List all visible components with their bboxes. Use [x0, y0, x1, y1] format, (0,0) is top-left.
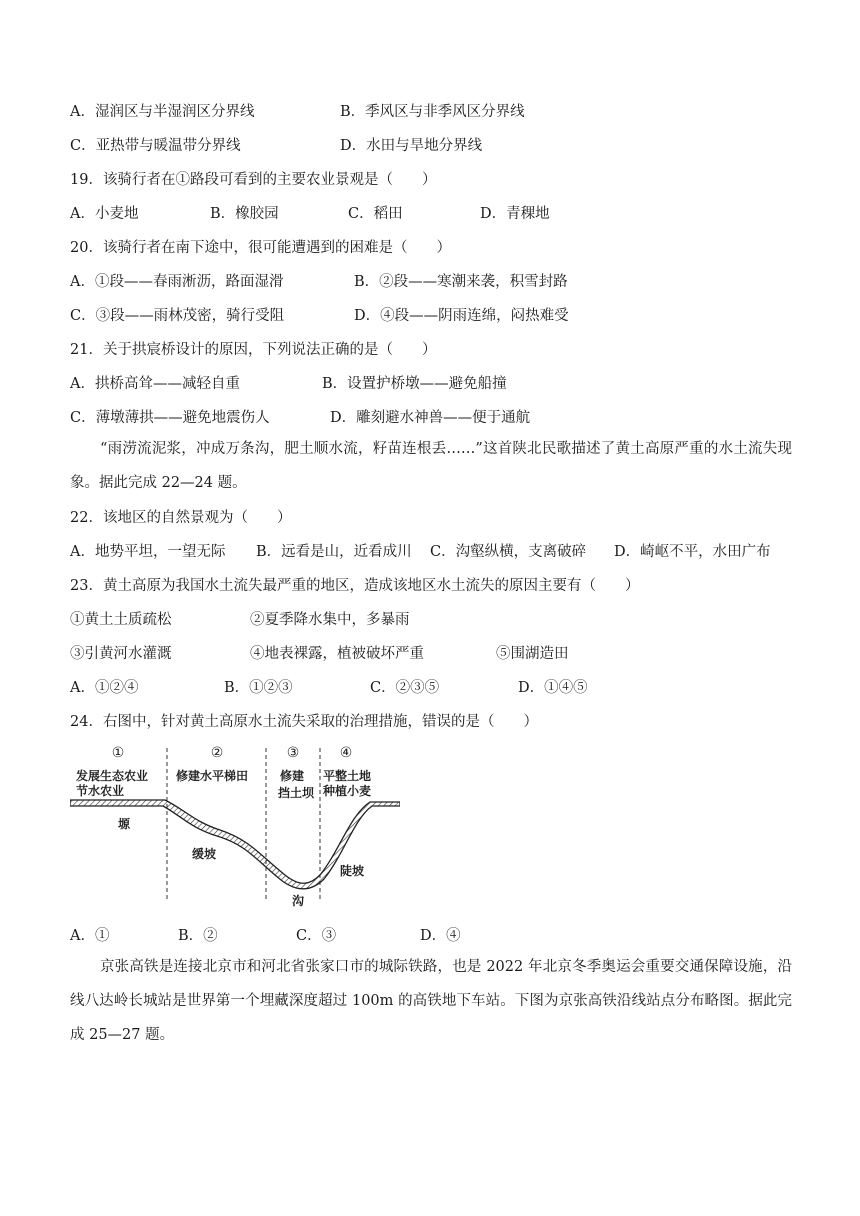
measure-1-line1: 发展生态农业 — [76, 769, 149, 783]
section-1-number: ① — [111, 745, 125, 761]
q19-option-a: A．小麦地 — [70, 206, 139, 222]
section-2-number: ② — [210, 745, 224, 761]
label-steep-slope: 陡坡 — [340, 864, 365, 878]
q21-option-c: C．薄墩薄拱——避免地震伤人 — [70, 410, 270, 426]
q22-option-b: B．远看是山，近看成川 — [256, 544, 412, 560]
q24-option-d: D．④ — [420, 928, 461, 944]
q18-option-a: A．湿润区与半湿润区分界线 — [70, 104, 255, 120]
measure-4-line2: 种植小麦 — [323, 784, 372, 798]
section-3-number: ③ — [286, 745, 300, 761]
q20-stem: 20．该骑行者在南下途中，很可能遭遇到的困难是（ ） — [70, 240, 451, 256]
label-yuan: 塬 — [118, 817, 131, 831]
q19-option-c: C．稻田 — [348, 206, 403, 222]
passage-beijing-zhangjiakou-railway: 京张高铁是连接北京市和河北省张家口市的城际铁路，也是 2022 年北京冬季奥运会重要交通保障设施，沿线八达岭长城站是世界第一个埋藏深度超过 100m 的高铁地下车站。下图为京张高铁沿线站点分布略图。据此完成 25—27 题。 — [70, 959, 792, 1043]
loess-plateau-treatment-diagram — [70, 740, 400, 910]
q20-option-a: A．①段——春雨淅沥，路面湿滑 — [70, 274, 284, 290]
q21-stem: 21．关于拱宸桥设计的原因，下列说法正确的是（ ） — [70, 342, 437, 358]
measure-4-line1: 平整土地 — [323, 769, 372, 783]
measure-3-line1: 修建 — [280, 769, 305, 783]
q19-option-d: D．青稞地 — [480, 206, 550, 222]
measure-2: 修建水平梯田 — [176, 769, 249, 783]
q22-option-d: D．崎岖不平，水田广布 — [614, 544, 771, 560]
q22-option-a: A．地势平坦，一望无际 — [70, 544, 226, 560]
q18-option-c: C．亚热带与暖温带分界线 — [70, 138, 241, 154]
q23-statement-3: ③引黄河水灌溉 — [70, 646, 172, 662]
q19-option-b: B．橡胶园 — [210, 206, 279, 222]
measure-1-line2: 节水农业 — [76, 784, 125, 798]
q23-statement-4: ④地表裸露，植被破坏严重 — [250, 646, 424, 662]
q20-option-b: B．②段——寒潮来袭，积雪封路 — [354, 274, 568, 290]
q24-option-a: A．① — [70, 928, 110, 944]
q23-option-c: C．②③⑤ — [370, 680, 440, 696]
q21-option-d: D．雕刻避水神兽——便于通航 — [330, 410, 531, 426]
q23-stem: 23．黄土高原为我国水土流失最严重的地区，造成该地区水土流失的原因主要有（ ） — [70, 578, 640, 594]
q23-statement-1: ①黄土土质疏松 — [70, 612, 172, 628]
q19-stem: 19．该骑行者在①路段可看到的主要农业景观是（ ） — [70, 172, 437, 188]
measure-3-line2: 挡土坝 — [278, 786, 315, 800]
q24-stem: 24．右图中，针对黄土高原水土流失采取的治理措施，错误的是（ ） — [70, 714, 538, 730]
q23-statement-5: ⑤围湖造田 — [496, 646, 569, 662]
q21-option-b: B．设置护桥墩——避免船撞 — [322, 376, 507, 392]
label-gentle-slope: 缓坡 — [192, 847, 217, 861]
q23-option-a: A．①②④ — [70, 680, 139, 696]
q20-option-c: C．③段——雨林茂密，骑行受阻 — [70, 308, 285, 324]
label-gully: 沟 — [292, 894, 305, 908]
q24-option-b: B．② — [178, 928, 218, 944]
q18-option-d: D．水田与旱地分界线 — [340, 138, 483, 154]
q23-option-b: B．①②③ — [224, 680, 293, 696]
q23-statement-2: ②夏季降水集中，多暴雨 — [250, 612, 410, 628]
q24-option-c: C．③ — [296, 928, 337, 944]
q22-option-c: C．沟壑纵横，支离破碎 — [430, 544, 587, 560]
q23-option-d: D．①④⑤ — [518, 680, 588, 696]
q18-option-b: B．季风区与非季风区分界线 — [340, 104, 525, 120]
q22-stem: 22．该地区的自然景观为（ ） — [70, 510, 292, 526]
passage-loess-plateau: “雨涝流泥浆，冲成万条沟，肥土顺水流，籽苗连根丢……”这首陕北民歌描述了黄土高原严重的水土流失现象。据此完成 22—24 题。 — [70, 441, 792, 491]
q21-option-a: A．拱桥高耸——减轻自重 — [70, 376, 240, 392]
section-4-number: ④ — [339, 745, 353, 761]
q20-option-d: D．④段——阴雨连绵，闷热难受 — [354, 308, 569, 324]
